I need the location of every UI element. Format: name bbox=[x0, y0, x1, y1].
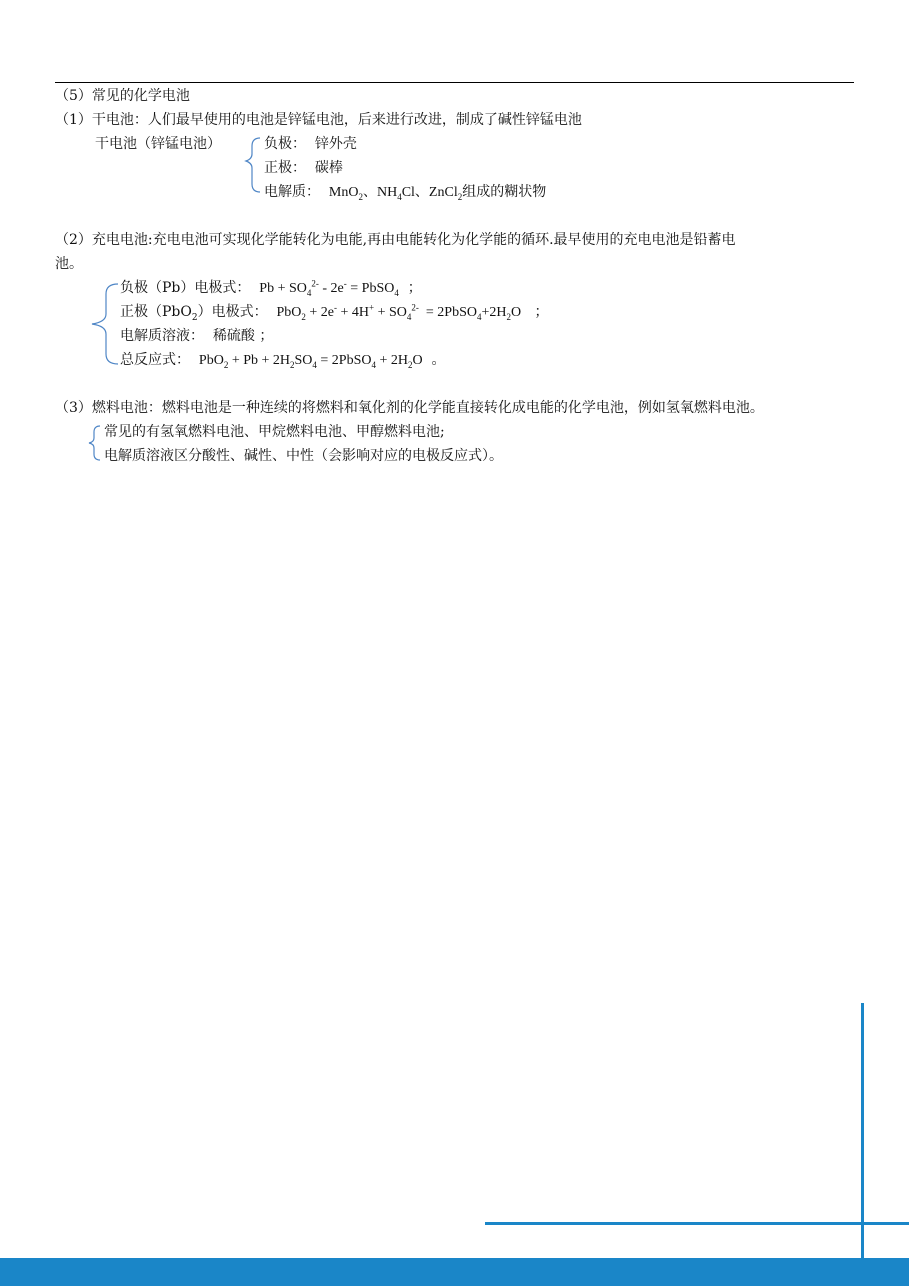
positive-electrode-semicolon: ； bbox=[534, 304, 549, 320]
rechargeable-intro-line1: （2）充电电池:充电电池可实现化学能转化为电能,再由电能转化为化学能的循环.最早使用的充电电池是铅蓄电 bbox=[55, 232, 736, 248]
dry-cell-label: 干电池（锌锰电池） bbox=[95, 136, 221, 152]
fuel-cell-brace bbox=[86, 422, 104, 462]
fuel-cell-intro: （3）燃料电池：燃料电池是一种连续的将燃料和氧化剂的化学能直接转化成电能的化学电池，例如氢氧燃料电池。 bbox=[55, 400, 764, 416]
positive-electrode-formula: $PbO_2 + 2e^- + 4H^+ + SO_4^{2-}$ = $2PbSO_4+2H_2O$ bbox=[276, 302, 522, 322]
fuel-cell-item-types: 常见的有氢氧燃料电池、甲烷燃料电池、甲醇燃料电池; bbox=[104, 424, 445, 440]
dry-cell-electrolyte-formula: MnO$_2$、$NH_4Cl$、ZnCl$_2$ bbox=[328, 185, 463, 202]
negative-electrode-label: 负极（Pb）电极式： bbox=[120, 280, 251, 296]
total-reaction-period: 。 bbox=[431, 352, 446, 368]
dry-cell-electrolyte-suffix: 组成的糊状物 bbox=[462, 184, 547, 200]
dry-cell-negative-value: 锌外壳 bbox=[314, 136, 357, 152]
rechargeable-intro-line2: 池。 bbox=[55, 256, 83, 272]
total-reaction-label: 总反应式： bbox=[120, 352, 190, 368]
header-rule bbox=[55, 82, 854, 83]
dry-cell-intro: （1）干电池：人们最早使用的电池是锌锰电池，后来进行改进，制成了碱性锌锰电池 bbox=[55, 112, 582, 128]
dry-cell-negative-key: 负极： bbox=[264, 136, 306, 152]
dry-cell-electrolyte bbox=[264, 182, 546, 203]
footer-band bbox=[0, 1258, 909, 1286]
lead-acid-electrolyte-semicolon: ； bbox=[259, 328, 274, 344]
fuel-cell-item-electrolyte: 电解质溶液区分酸性、碱性、中性（会影响对应的电极反应式）。 bbox=[104, 448, 503, 464]
dry-cell-positive-value: 碳棒 bbox=[314, 160, 343, 176]
dry-cell-electrolyte-key: 电解质： bbox=[264, 184, 320, 200]
dry-cell-positive-key: 正极： bbox=[264, 160, 306, 176]
dry-cell-negative bbox=[264, 134, 357, 154]
positive-electrode-equation: 正极（PbO$_2$）电极式： $PbO_2 + 2e^- + 4H^+ + SO_4^{2-}$ = $2PbSO_4+2H_2O$ ； bbox=[120, 302, 549, 323]
page-frame-horizontal-line bbox=[485, 1222, 909, 1225]
section-heading: （5）常见的化学电池 bbox=[55, 88, 190, 104]
negative-electrode-equation bbox=[120, 278, 422, 299]
negative-electrode-semicolon: ； bbox=[407, 280, 422, 296]
dry-cell-brace bbox=[244, 134, 264, 194]
lead-acid-electrolyte bbox=[120, 326, 273, 346]
lead-acid-electrolyte-label: 电解质溶液： bbox=[120, 328, 204, 344]
negative-electrode-formula: $Pb + SO_4^{2-} - 2e^-$ = PbSO$_4$ bbox=[259, 278, 399, 298]
positive-electrode-label: 正极（PbO bbox=[120, 304, 192, 320]
positive-electrode-label-tail: ）电极式： bbox=[197, 304, 268, 320]
total-reaction-equation bbox=[120, 350, 446, 371]
lead-acid-brace bbox=[90, 278, 120, 368]
page-frame-vertical-line bbox=[861, 1003, 864, 1258]
dry-cell-positive bbox=[264, 158, 343, 178]
lead-acid-electrolyte-value: 稀硫酸 bbox=[212, 328, 255, 344]
total-reaction-formula: $PbO_2 + Pb + 2H_2SO_4$ = 2PbSO$_4$ + $2H_2O$ bbox=[198, 353, 423, 370]
